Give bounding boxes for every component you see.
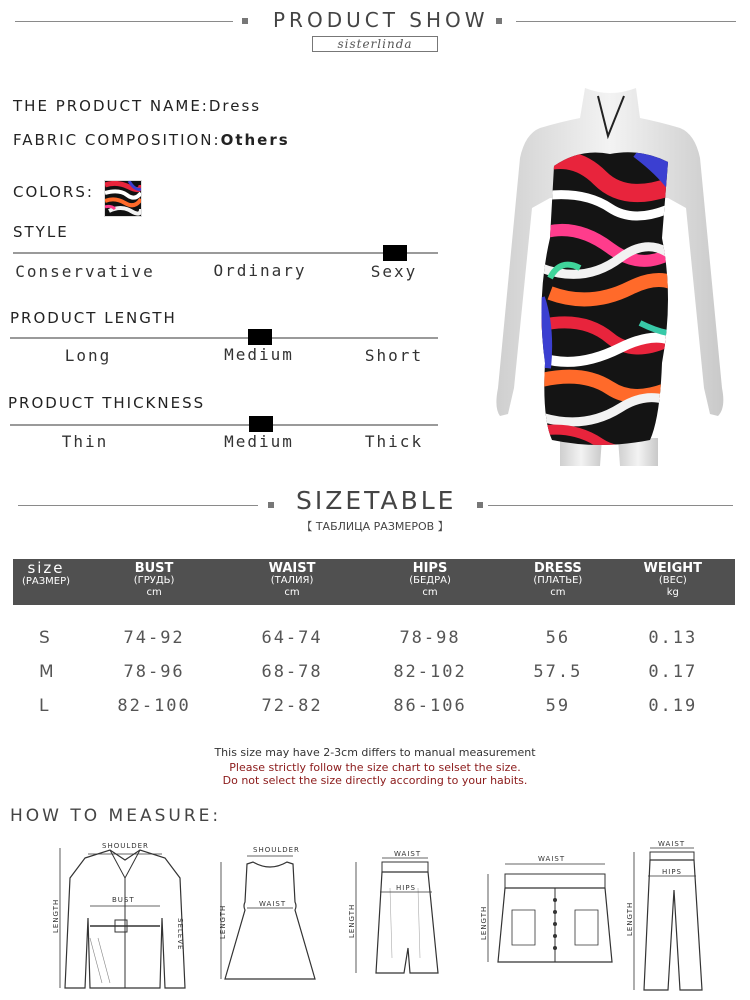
thickness-marker <box>249 416 273 432</box>
fig5-waist-label: WAIST <box>658 840 686 848</box>
sizetable-dot-left <box>268 502 274 508</box>
fig3-hips-label: HIPS <box>396 884 416 892</box>
cell-dress: 59 <box>545 696 571 716</box>
cell-waist: 72-82 <box>261 696 323 716</box>
cell-weight: 0.17 <box>648 662 698 682</box>
header-rule-left <box>15 21 233 22</box>
col-size-sub: (РАЗМЕР) <box>21 576 71 587</box>
col-size <box>13 559 79 605</box>
fig2-length-label: LENGTH <box>219 904 227 939</box>
note-habits: Do not select the size directly according to your habits. <box>222 774 528 787</box>
table-row <box>13 621 735 655</box>
note-measurement: This size may have 2-3cm differs to manual measurement <box>214 746 536 759</box>
sizetable-dot-right <box>477 502 483 508</box>
fabric-label: FABRIC COMPOSITION: <box>13 131 221 149</box>
thickness-scale-line <box>10 424 438 426</box>
sizetable-rule-left <box>18 505 258 506</box>
how-to-measure-title: HOW TO MEASURE: <box>10 806 222 826</box>
colors-label: COLORS: <box>13 183 94 201</box>
measure-figure-skirt <box>340 848 450 988</box>
col-weight <box>611 559 735 605</box>
style-option-ordinary: Ordinary <box>213 261 307 280</box>
product-name-label: THE PRODUCT NAME: <box>13 97 209 115</box>
cell-bust: 78-96 <box>123 662 185 682</box>
col-hips <box>355 559 505 605</box>
fig3-waist-label: WAIST <box>394 850 422 858</box>
cell-hips: 78-98 <box>399 628 461 648</box>
col-waist <box>229 559 355 605</box>
header-dot-left <box>242 18 248 24</box>
table-row <box>13 689 735 723</box>
thickness-option-medium: Medium <box>224 432 294 451</box>
product-name-value: Dress <box>208 97 262 115</box>
fig5-length-label: LENGTH <box>626 901 634 936</box>
product-name-row <box>13 97 261 115</box>
col-bust <box>79 559 229 605</box>
product-image <box>490 88 730 466</box>
col-bust-name: BUST <box>134 561 174 576</box>
cell-size: S <box>39 628 52 648</box>
length-title: PRODUCT LENGTH <box>10 309 177 327</box>
brand-name: sisterlinda <box>312 36 438 52</box>
fabric-row <box>13 131 290 149</box>
col-dress-unit: cm <box>550 587 566 598</box>
fig2-shoulder-label: SHOULDER <box>253 846 300 854</box>
cell-bust: 82-100 <box>117 696 191 716</box>
col-dress-name: DRESS <box>533 561 582 576</box>
col-dress-sub: (ПЛАТЬЕ) <box>533 575 583 586</box>
style-scale-line <box>13 252 438 254</box>
fig1-sleeve-label: SELEVE <box>176 918 184 951</box>
style-option-conservative: Conservative <box>15 262 155 281</box>
header-rule-right <box>516 21 736 22</box>
col-size-name: size <box>27 559 65 577</box>
thickness-option-thin: Thin <box>61 432 109 451</box>
cell-hips: 86-106 <box>393 696 467 716</box>
col-dress <box>505 559 610 605</box>
col-weight-sub: (ВЕС) <box>658 575 687 586</box>
cell-hips: 82-102 <box>393 662 467 682</box>
color-swatch[interactable] <box>104 180 142 217</box>
style-marker <box>383 245 407 261</box>
page-title: PRODUCT SHOW <box>273 8 489 32</box>
style-title: STYLE <box>13 223 69 241</box>
size-table-header <box>13 559 735 605</box>
cell-weight: 0.13 <box>648 628 698 648</box>
cell-weight: 0.19 <box>648 696 698 716</box>
length-scale-line <box>10 337 438 339</box>
col-weight-name: WEIGHT <box>643 561 703 576</box>
fig1-shoulder-label: SHOULDER <box>102 842 149 850</box>
col-bust-unit: cm <box>146 587 162 598</box>
col-hips-sub: (БЕДРА) <box>409 575 451 586</box>
table-row <box>13 655 735 689</box>
fig5-hips-label: HIPS <box>662 868 682 876</box>
size-table <box>13 559 735 723</box>
cell-size: M <box>39 662 56 682</box>
fig4-length-label: LENGTH <box>480 905 488 940</box>
sizetable-title: SIZETABLE <box>296 486 457 515</box>
col-waist-name: WAIST <box>268 561 316 576</box>
fabric-value: Others <box>220 131 290 149</box>
col-weight-unit: kg <box>666 587 679 598</box>
measure-figure-jacket <box>50 838 200 998</box>
cell-dress: 56 <box>545 628 571 648</box>
col-hips-name: HIPS <box>412 561 448 576</box>
thickness-option-thick: Thick <box>364 432 424 451</box>
measure-figure-mini-skirt <box>480 850 620 980</box>
note-follow-chart: Please strictly follow the size chart to selset the size. <box>229 761 521 774</box>
cell-dress: 57.5 <box>533 662 583 682</box>
measure-figure-pants <box>622 840 722 998</box>
cell-size: L <box>39 696 51 716</box>
fig2-waist-label: WAIST <box>259 900 287 908</box>
sizetable-subtitle: 【 ТАБЛИЦА РАЗМЕРОВ 】 <box>301 520 449 533</box>
fig1-bust-label: BUST <box>112 896 135 904</box>
measure-figure-dress <box>215 844 325 994</box>
length-option-short: Short <box>364 346 424 365</box>
sizetable-rule-right <box>488 505 733 506</box>
thickness-title: PRODUCT THICKNESS <box>8 394 206 412</box>
cell-waist: 64-74 <box>261 628 323 648</box>
length-marker <box>248 329 272 345</box>
fig4-waist-label: WAIST <box>538 855 566 863</box>
cell-waist: 68-78 <box>261 662 323 682</box>
fig3-length-label: LENGTH <box>348 903 356 938</box>
col-waist-unit: cm <box>284 587 300 598</box>
length-option-medium: Medium <box>224 345 294 364</box>
col-waist-sub: (ТАЛИЯ) <box>270 575 314 586</box>
col-bust-sub: (ГРУДЬ) <box>133 575 175 586</box>
style-option-sexy: Sexy <box>370 262 418 281</box>
length-option-long: Long <box>64 346 112 365</box>
fig1-length-label: LENGTH <box>52 898 60 933</box>
header-dot-right <box>496 18 502 24</box>
col-hips-unit: cm <box>422 587 438 598</box>
cell-bust: 74-92 <box>123 628 185 648</box>
